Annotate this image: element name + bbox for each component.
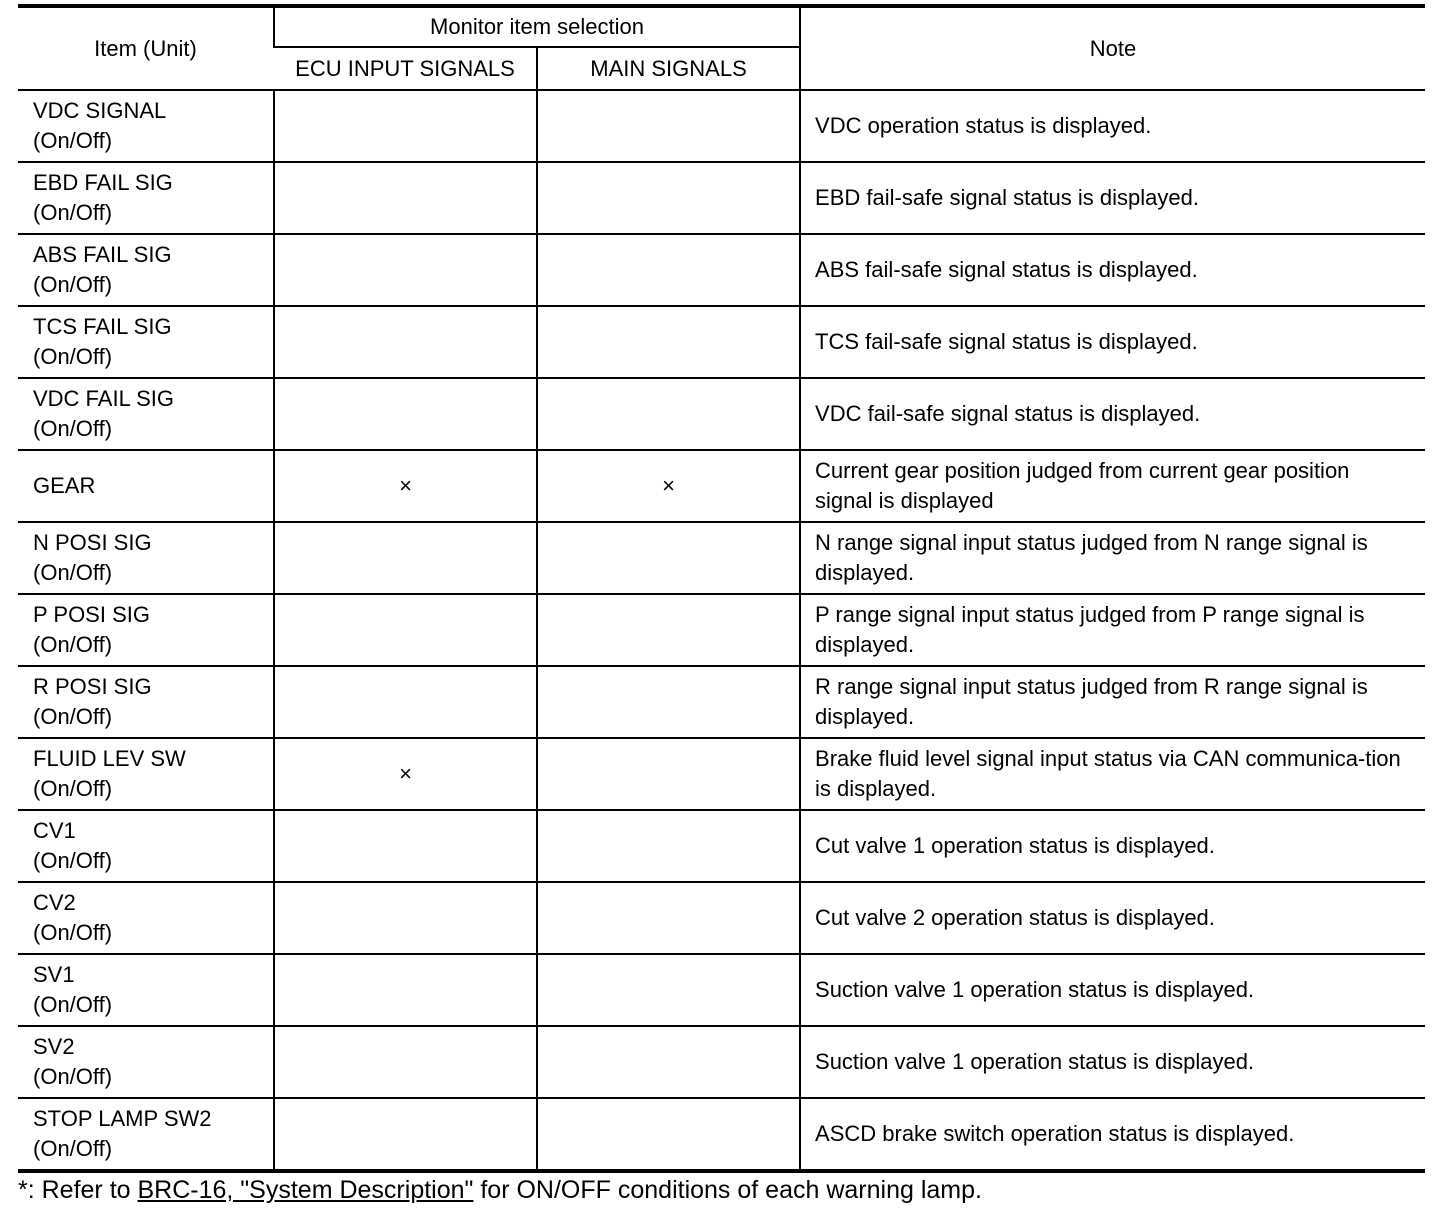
main-signals-mark bbox=[537, 882, 800, 954]
table-row bbox=[18, 1026, 1425, 1098]
note-cell: Suction valve 1 operation status is displayed. bbox=[800, 954, 1425, 1026]
item-cell bbox=[18, 450, 274, 522]
ecu-input-signals-mark bbox=[274, 594, 537, 666]
table-row bbox=[18, 666, 1425, 738]
ecu-input-signals-mark bbox=[274, 1026, 537, 1098]
table-row bbox=[18, 378, 1425, 450]
ecu-input-signals-mark: × bbox=[274, 738, 537, 810]
ecu-input-signals-mark bbox=[274, 306, 537, 378]
item-unit: (On/Off) bbox=[33, 344, 113, 369]
item-cell bbox=[18, 666, 274, 738]
table-row bbox=[18, 162, 1425, 234]
item-unit: (On/Off) bbox=[33, 272, 113, 297]
item-cell bbox=[18, 882, 274, 954]
ecu-input-signals-mark bbox=[274, 522, 537, 594]
main-signals-mark bbox=[537, 162, 800, 234]
item-name: GEAR bbox=[33, 473, 96, 498]
item-name: FLUID LEV SW bbox=[33, 746, 186, 771]
item-cell bbox=[18, 90, 274, 162]
item-unit: (On/Off) bbox=[33, 992, 113, 1017]
item-cell bbox=[18, 378, 274, 450]
main-signals-mark bbox=[537, 810, 800, 882]
item-unit: (On/Off) bbox=[33, 128, 113, 153]
item-name: VDC FAIL SIG bbox=[33, 386, 175, 411]
item-name: SV2 bbox=[33, 1034, 75, 1059]
item-cell bbox=[18, 1026, 274, 1098]
footnote-prefix: *: Refer to bbox=[18, 1176, 138, 1204]
item-name: VDC SIGNAL bbox=[33, 98, 167, 123]
main-signals-mark: × bbox=[537, 450, 800, 522]
table-row bbox=[18, 1098, 1425, 1171]
item-unit: (On/Off) bbox=[33, 920, 113, 945]
main-signals-mark bbox=[537, 90, 800, 162]
ecu-input-signals-mark bbox=[274, 162, 537, 234]
main-signals-mark bbox=[537, 1098, 800, 1171]
item-unit: (On/Off) bbox=[33, 200, 113, 225]
note-cell: P range signal input status judged from P range signal is displayed. bbox=[800, 594, 1425, 666]
note-cell: ASCD brake switch operation status is displayed. bbox=[800, 1098, 1425, 1171]
item-name: ABS FAIL SIG bbox=[33, 242, 172, 267]
ecu-input-signals-mark bbox=[274, 378, 537, 450]
main-signals-mark bbox=[537, 306, 800, 378]
table-row bbox=[18, 90, 1425, 162]
main-signals-mark bbox=[537, 954, 800, 1026]
footnote-suffix: for ON/OFF conditions of each warning lamp. bbox=[473, 1176, 982, 1204]
main-signals-mark bbox=[537, 1026, 800, 1098]
main-signals-mark bbox=[537, 594, 800, 666]
note-cell: VDC operation status is displayed. bbox=[800, 90, 1425, 162]
item-name: N POSI SIG bbox=[33, 530, 152, 555]
item-cell bbox=[18, 1098, 274, 1171]
item-unit: (On/Off) bbox=[33, 560, 113, 585]
item-unit: (On/Off) bbox=[33, 704, 113, 729]
table-row bbox=[18, 594, 1425, 666]
item-name: CV1 bbox=[33, 818, 76, 843]
item-name: CV2 bbox=[33, 890, 76, 915]
header-note: Note bbox=[800, 6, 1425, 90]
item-cell bbox=[18, 594, 274, 666]
header-monitor-item-selection: Monitor item selection bbox=[274, 6, 800, 47]
table-row bbox=[18, 522, 1425, 594]
ecu-input-signals-mark bbox=[274, 666, 537, 738]
ecu-input-signals-mark bbox=[274, 234, 537, 306]
table-body bbox=[18, 90, 1425, 1171]
item-name: EBD FAIL SIG bbox=[33, 170, 173, 195]
item-name: STOP LAMP SW2 bbox=[33, 1106, 212, 1131]
item-name: R POSI SIG bbox=[33, 674, 152, 699]
header-main-signals: MAIN SIGNALS bbox=[537, 47, 800, 90]
note-cell: ABS fail-safe signal status is displayed. bbox=[800, 234, 1425, 306]
note-cell: TCS fail-safe signal status is displayed. bbox=[800, 306, 1425, 378]
note-cell: Brake fluid level signal input status via CAN communica-tion is displayed. bbox=[800, 738, 1425, 810]
ecu-input-signals-mark bbox=[274, 810, 537, 882]
ecu-input-signals-mark bbox=[274, 1098, 537, 1171]
main-signals-mark bbox=[537, 666, 800, 738]
item-cell bbox=[18, 162, 274, 234]
monitor-item-table bbox=[18, 4, 1425, 1173]
item-unit: (On/Off) bbox=[33, 1064, 113, 1089]
note-cell: R range signal input status judged from R range signal is displayed. bbox=[800, 666, 1425, 738]
table-row bbox=[18, 810, 1425, 882]
note-cell: VDC fail-safe signal status is displayed. bbox=[800, 378, 1425, 450]
item-unit: (On/Off) bbox=[33, 1136, 113, 1161]
main-signals-mark bbox=[537, 378, 800, 450]
main-signals-mark bbox=[537, 234, 800, 306]
table-row bbox=[18, 234, 1425, 306]
table-row bbox=[18, 882, 1425, 954]
table-row bbox=[18, 738, 1425, 810]
header-ecu-input-signals: ECU INPUT SIGNALS bbox=[274, 47, 537, 90]
item-name: P POSI SIG bbox=[33, 602, 150, 627]
note-cell: Cut valve 1 operation status is displayed. bbox=[800, 810, 1425, 882]
item-cell bbox=[18, 810, 274, 882]
item-cell bbox=[18, 954, 274, 1026]
footnote bbox=[18, 1176, 982, 1205]
ecu-input-signals-mark bbox=[274, 90, 537, 162]
table-row bbox=[18, 954, 1425, 1026]
table-row bbox=[18, 306, 1425, 378]
item-unit: (On/Off) bbox=[33, 776, 113, 801]
item-unit: (On/Off) bbox=[33, 632, 113, 657]
item-cell bbox=[18, 738, 274, 810]
item-name: TCS FAIL SIG bbox=[33, 314, 172, 339]
footnote-link[interactable]: BRC-16, "System Description" bbox=[137, 1176, 474, 1204]
item-cell bbox=[18, 234, 274, 306]
ecu-input-signals-mark: × bbox=[274, 450, 537, 522]
item-cell bbox=[18, 522, 274, 594]
ecu-input-signals-mark bbox=[274, 954, 537, 1026]
note-cell: EBD fail-safe signal status is displayed. bbox=[800, 162, 1425, 234]
note-cell: Current gear position judged from current gear position signal is displayed bbox=[800, 450, 1425, 522]
note-cell: Cut valve 2 operation status is displayed. bbox=[800, 882, 1425, 954]
header-item-unit: Item (Unit) bbox=[18, 6, 274, 90]
item-unit: (On/Off) bbox=[33, 416, 113, 441]
table-row bbox=[18, 450, 1425, 522]
note-cell: N range signal input status judged from N range signal is displayed. bbox=[800, 522, 1425, 594]
ecu-input-signals-mark bbox=[274, 882, 537, 954]
item-cell bbox=[18, 306, 274, 378]
item-unit: (On/Off) bbox=[33, 848, 113, 873]
item-name: SV1 bbox=[33, 962, 75, 987]
note-cell: Suction valve 1 operation status is displayed. bbox=[800, 1026, 1425, 1098]
main-signals-mark bbox=[537, 738, 800, 810]
main-signals-mark bbox=[537, 522, 800, 594]
